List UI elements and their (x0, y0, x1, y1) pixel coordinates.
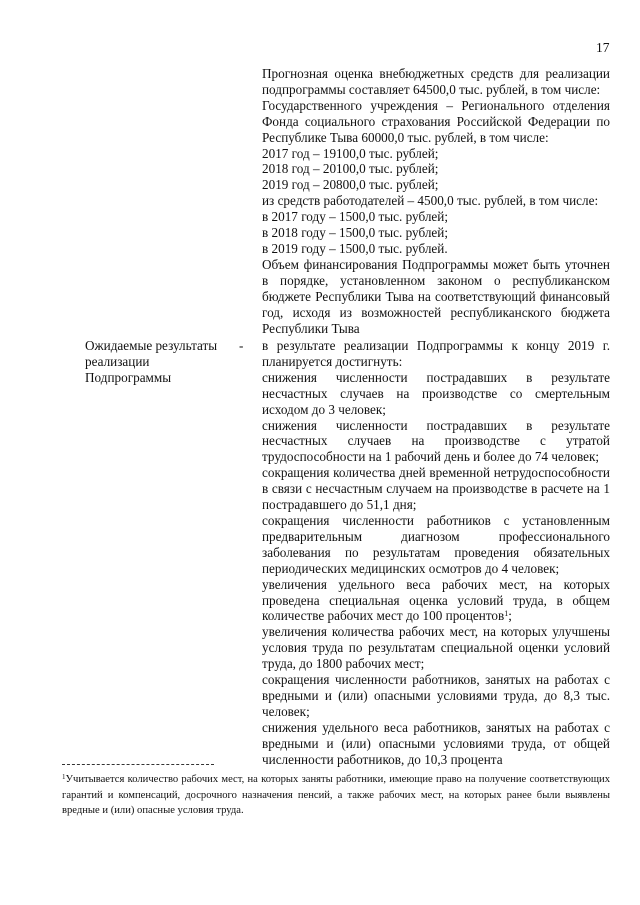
footnote-reference[interactable]: 1 (504, 609, 509, 619)
results-paragraph: увеличения количества рабочих мест, на которых улучшены условия труда по результатам специальной оценки условий труда, до 1800 рабочих мест; (262, 624, 610, 672)
results-block (262, 338, 610, 767)
financing-paragraph: из средств работодателей – 4500,0 тыс. рублей, в том числе: (262, 193, 599, 209)
footnote-marker: 1 (62, 773, 66, 781)
results-paragraph: снижения численности пострадавших в результате несчастных случаев на производстве со смертельным исходом до 3 человек; (262, 369, 610, 417)
results-label: Ожидаемые результаты реализации Подпрограммы (85, 338, 218, 385)
results-dash: - (239, 338, 244, 353)
results-paragraph: снижения удельного веса работников, занятых на работах с вредными и (или) опасными условиями труда, от общей численности работников, до 10,3 процента (262, 719, 610, 767)
financing-paragraph: Объем финансирования Подпрограммы может быть уточнен в порядке, установленном законом о республиканском бюджете Республики Тыва на соответствующий финансовый год, исходя из возможностей республиканского бюджета Республики Тыва (262, 256, 610, 336)
page-number: 17 (596, 40, 610, 55)
results-paragraph: сокращения численности работников с установленным предварительным диагнозом профессионального заболевания по результатам проведения обязательных периодических медицинских осмотров до 4 человек; (262, 512, 610, 576)
results-paragraph-with-footnote (262, 577, 610, 625)
footnote-separator (62, 764, 214, 765)
financing-paragraph: в 2018 году – 1500,0 тыс. рублей; (262, 225, 448, 241)
financing-paragraph: в 2017 году – 1500,0 тыс. рублей; (262, 209, 448, 225)
results-paragraph: в результате реализации Подпрограммы к концу 2019 г. планируется достигнуть: (262, 338, 610, 369)
results-paragraph: сокращения количества дней временной нетрудоспособности в связи с несчастным случаем на производстве в расчете на 1 пострадавшего до 51,1 дня; (262, 465, 610, 513)
footnote-text: Учитывается количество рабочих мест, на которых заняты работники, имеющие право на получение соответствующих гарантий и компенсаций, досрочного назначения пенсий, а также рабочих мест, на которых ранее были выявлены вредные и (или) опасные условия труда. (62, 774, 610, 816)
results-paragraph: снижения численности пострадавших в результате несчастных случаев на производстве с утратой трудоспособности на 1 рабочий день и более до 74 человек; (262, 417, 610, 465)
footnote (62, 772, 610, 819)
financing-paragraph: 2018 год – 20100,0 тыс. рублей; (262, 161, 439, 177)
results-paragraph-suffix: ; (508, 608, 512, 624)
results-paragraph-text: увеличения удельного веса рабочих мест, на которых проведена специальная оценка условий труда, в общем количестве рабочих мест до 100 процентов (262, 576, 610, 624)
financing-paragraph: 2019 год – 20800,0 тыс. рублей; (262, 177, 439, 193)
financing-paragraph: в 2019 году – 1500,0 тыс. рублей. (262, 240, 448, 256)
results-paragraph: сокращения численности работников, занятых на работах с вредными и (или) опасными условиями труда, до 8,3 тыс. человек; (262, 672, 610, 719)
financing-paragraph: Прогнозная оценка внебюджетных средств для реализации подпрограммы составляет 64500,0 тыс. рублей, в том числе: (262, 66, 610, 97)
financing-paragraph: 2017 год – 19100,0 тыс. рублей; (262, 145, 439, 161)
financing-paragraph: Государственного учреждения – Регионального отделения Фонда социального страхования Российской Федерации по Республике Тыва 60000,0 тыс. рублей, в том числе: (262, 97, 610, 145)
financing-block (262, 66, 610, 336)
